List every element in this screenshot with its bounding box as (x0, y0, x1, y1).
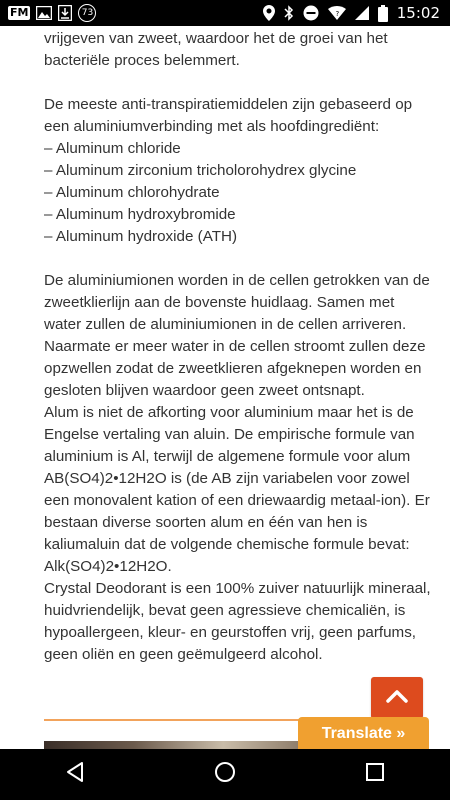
back-icon (65, 761, 85, 788)
notification-count-icon: 73 (78, 4, 96, 22)
battery-icon (378, 5, 388, 22)
location-icon (263, 5, 275, 21)
navigation-bar (0, 749, 450, 800)
wifi-icon (328, 6, 346, 20)
clock: 15:02 (396, 4, 440, 22)
home-icon (214, 761, 236, 788)
home-button[interactable] (195, 755, 255, 795)
recents-button[interactable] (345, 755, 405, 795)
article-body (44, 26, 434, 666)
list-item: – Aluminum chloride (44, 140, 181, 157)
recents-icon (366, 763, 384, 786)
list-item: – Aluminum hydroxide (ATH) (44, 228, 238, 245)
status-bar (0, 0, 450, 26)
paragraph-1: vrijgeven van zweet, waardoor het de groei van het bacteriële proces belemmert. (44, 30, 388, 69)
paragraph-5: Crystal Deodorant is een 100% zuiver natuurlijk mineraal, huidvriendelijk, bevat geen agressieve chemicaliën, is hypoallergeen, kleur- en geurstoffen vrij, geen parfums, geen oliën en geen geëmulgeerd alcohol. (44, 580, 431, 663)
back-button[interactable] (45, 755, 105, 795)
translate-button[interactable]: Translate » (298, 717, 429, 750)
paragraph-3: De aluminiumionen worden in de cellen getrokken van de zweetklierlijn aan de bovenste huidlaag. Samen met water zullen de aluminiumionen in de cellen arriveren. Naarmate er meer water in de cellen stroomt zullen deze opzwellen zodat de zweetklieren afgeknepen worden en gesloten blijven waardoor geen zweet ontsnapt. (44, 272, 430, 399)
image-icon (36, 6, 52, 20)
paragraph-4: Alum is niet de afkorting voor aluminium maar het is de Engelse vertaling van aluin. De empirische formule van aluminium is Al, terwijl de algemene formule voor alum AB(SO4)2•12H2O is (de AB zijn variabelen voor zowel een monovalent kation of een driewaardig metaal-ion). Er bestaan diverse soorten alum en één van hen is kaliumaluin dat de volgende chemische formule bevat: Alk(SO4)2•12H2O. (44, 404, 430, 575)
content-image[interactable] (44, 741, 300, 749)
signal-icon (355, 6, 369, 20)
chevron-up-icon (386, 689, 408, 708)
paragraph-2-intro: De meeste anti-transpiratiemiddelen zijn gebaseerd op een aluminiumverbinding met als hoofdingrediënt: (44, 96, 413, 135)
list-item: – Aluminum chlorohydrate (44, 184, 220, 201)
bluetooth-icon (284, 5, 294, 21)
download-icon (58, 5, 72, 21)
ingredient-list (44, 138, 434, 248)
list-item: – Aluminum zirconium tricholorohydrex glycine (44, 162, 357, 179)
list-item: – Aluminum hydroxybromide (44, 206, 236, 223)
svg-text:?: ? (335, 10, 339, 18)
fm-radio-icon: FM (10, 6, 29, 19)
do-not-disturb-icon (303, 5, 319, 21)
back-to-top-button[interactable] (371, 677, 423, 719)
